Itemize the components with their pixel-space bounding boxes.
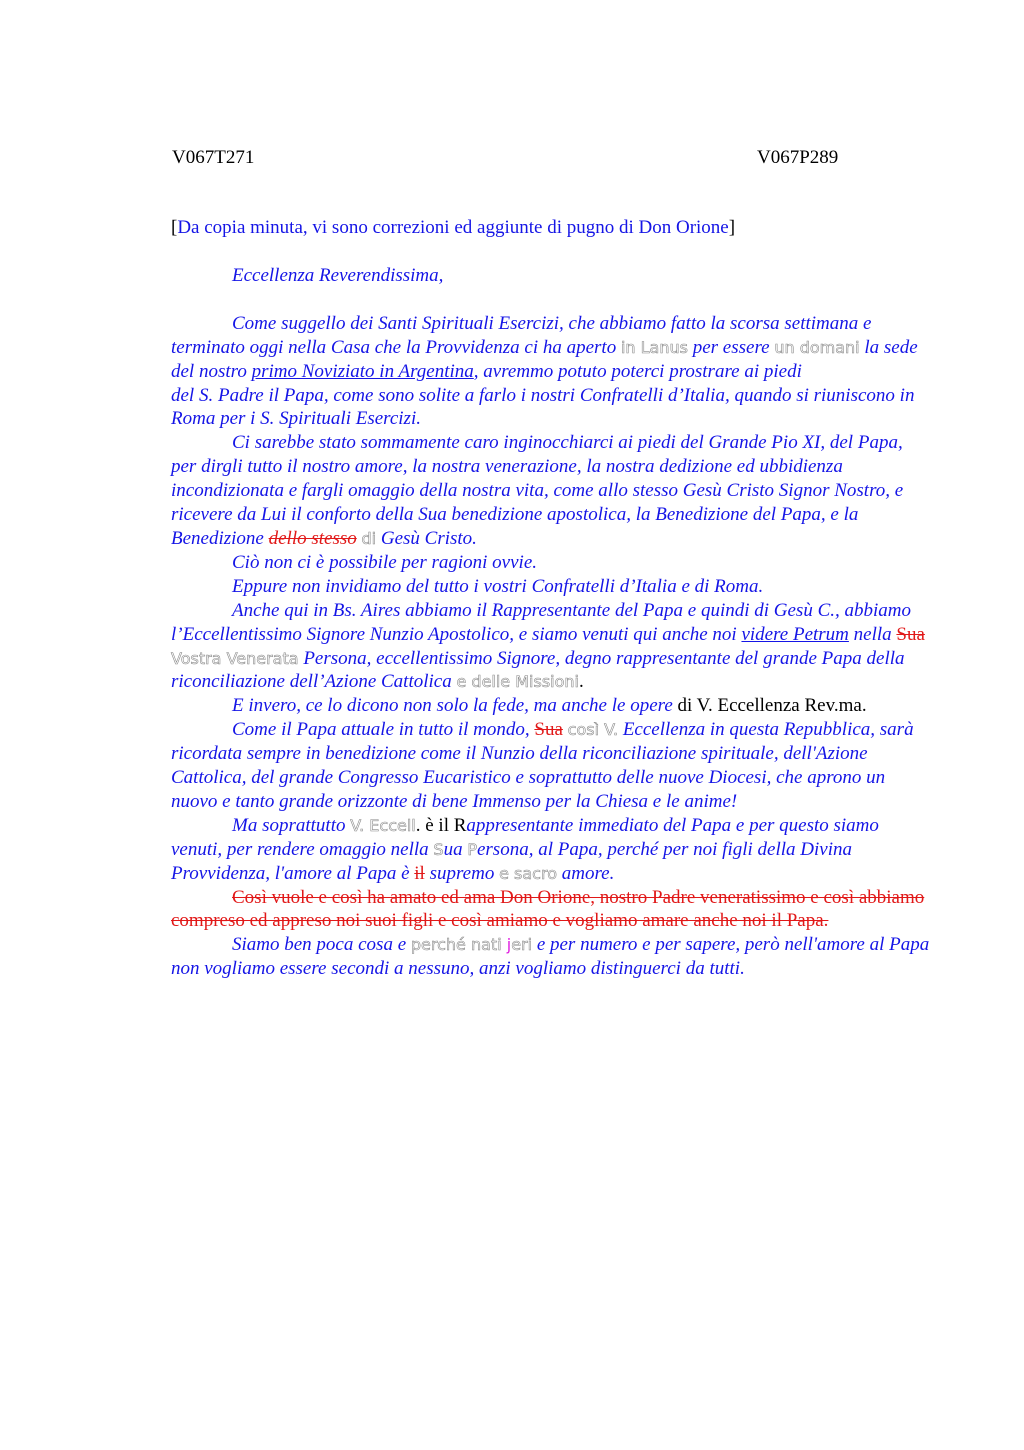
- handwritten-insert: P: [467, 839, 477, 859]
- paragraph-10: [171, 933, 931, 981]
- text-segment: Ma soprattutto: [232, 814, 351, 836]
- text-segment: .: [578, 671, 584, 693]
- text-segment: Come suggello dei Santi Spirituali Esercizi, che abbiamo fatto la scorsa settimana e terminato oggi nella Casa che la Provvidenza ci ha aperto: [171, 312, 872, 358]
- paragraph-1-continued: del S. Padre il Papa, come sono solite a farlo i nostri Confratelli d’Italia, quando si riuniscono in Roma per i S. Spirituali Esercizi.: [171, 384, 915, 430]
- paragraph-6: [171, 694, 931, 718]
- deleted-text: Sua: [896, 623, 925, 645]
- text-segment: E invero, ce lo dicono non solo la fede, ma anche le opere: [232, 695, 673, 717]
- letter-body: [171, 216, 931, 981]
- paragraph-3: Ciò non ci è possibile per ragioni ovvie.: [232, 551, 538, 573]
- paragraph-5: [171, 599, 931, 695]
- paragraph-4: Eppure non invidiamo del tutto i vostri Confratelli d’Italia e di Roma.: [232, 575, 764, 597]
- document-code-left: V067T271: [172, 147, 255, 168]
- text-segment: e per numero e per sapere, però nell'amore al Papa non vogliamo essere secondi a nessuno, anzi vogliamo distinguerci da tutti.: [171, 934, 930, 980]
- handwritten-insert: un domani: [774, 337, 860, 357]
- paragraph-9-deleted: Così vuole e così ha amato ed ama Don Orione, nostro Padre veneratissimo e così abbiamo compreso ed appreso noi suoi figli e così amiamo e vogliamo amare anche noi il Papa.: [171, 886, 925, 932]
- corrected-letter: R: [453, 814, 467, 836]
- handwritten-insert: Vostra Venerata: [171, 648, 299, 668]
- paragraph-2: [171, 431, 931, 551]
- text-segment: Eccellenza in questa Repubblica, sarà ricordata sempre in benedizione come il Nunzio della riconciliazione spirituale, dell'Azione Cattolica, del grande Congresso Eucaristico e soprattutto delle nuove Diocesi, che aprono un nuovo e tanto grande orizzonte di bene Immenso per la Chiesa e le anime!: [171, 719, 914, 812]
- salutation: Eccellenza Reverendissima,: [232, 264, 444, 286]
- text-segment: Siamo ben poca cosa e: [232, 934, 411, 956]
- text-segment: amore.: [556, 862, 615, 884]
- handwritten-insert: in Lanus: [620, 337, 688, 357]
- text-segment: Persona, eccellentissimo Signore, degno rappresentante del grande Papa della riconciliazione dell’Azione Cattolica: [171, 647, 905, 693]
- text-segment: Gesù Cristo.: [376, 527, 477, 549]
- note-bracket-open: [: [171, 217, 178, 238]
- text-segment: .: [861, 695, 867, 717]
- text-segment: . è il: [415, 814, 454, 836]
- handwritten-insert: e delle Missioni: [456, 672, 579, 692]
- handwritten-insert: perché nati: [410, 935, 507, 955]
- text-segment: ersona, al Papa, perché per noi figli della Divina Provvidenza, l'amore al Papa è: [171, 838, 853, 884]
- text-segment: Come il Papa attuale in tutto il mondo,: [232, 719, 535, 741]
- deleted-text: il: [414, 862, 425, 884]
- handwritten-insert: così V.: [567, 720, 619, 740]
- text-segment: Anche qui in Bs. Aires abbiamo il Rappresentante del Papa e quindi di Gesù C., abbiamo l’Eccellentissimo Signore Nunzio Apostolico, e siamo venuti qui anche noi: [171, 599, 911, 645]
- text-segment: per essere: [687, 336, 775, 358]
- underlined-text: videre Petrum: [741, 623, 849, 645]
- handwritten-insert: eri: [511, 935, 533, 955]
- note-text: Da copia minuta, vi sono correzioni ed aggiunte di pugno di Don Orione: [177, 217, 729, 238]
- paragraph-1: [171, 312, 931, 384]
- document-code-right: V067P289: [757, 147, 839, 168]
- text-segment: la sede del nostro: [171, 336, 918, 382]
- handwritten-insert: S: [433, 839, 444, 859]
- handwritten-insert: V. Eccell: [350, 815, 416, 835]
- deleted-text: dello stesso: [268, 527, 357, 549]
- highlighted-letter: j: [506, 935, 512, 955]
- text-segment: supremo: [424, 862, 500, 884]
- text-segment: ua: [443, 838, 468, 860]
- typed-addition: di V. Eccellenza Rev.ma: [672, 695, 862, 717]
- editorial-note: [171, 216, 931, 240]
- paragraph-8: [171, 814, 931, 886]
- paragraph-7: [171, 718, 931, 814]
- text-segment: , avremmo potuto poterci prostrare ai piedi: [473, 360, 802, 382]
- deleted-text: Sua: [534, 719, 563, 741]
- text-segment: Ci sarebbe stato sommamente caro inginocchiarci ai piedi del Grande Pio XI, del Papa, per dirgli tutto il nostro amore, la nostra venerazione, la nostra dedizione ed ubbidienza incondizionata e fargli omaggio della nostra vita, come allo stesso Gesù Cristo Signor Nostro, e ricevere da Lui il conforto della Sua benedizione apostolica, la Benedizione del Papa, e la Benedizione: [171, 432, 904, 549]
- note-bracket-close: ]: [728, 217, 736, 238]
- handwritten-insert: e sacro: [499, 863, 557, 883]
- handwritten-insert: di: [361, 528, 377, 548]
- text-segment: appresentante immediato del Papa e per questo siamo venuti, per rendere omaggio nella: [171, 814, 879, 860]
- underlined-text: primo Noviziato in Argentina: [251, 360, 474, 382]
- text-segment: nella: [848, 623, 897, 645]
